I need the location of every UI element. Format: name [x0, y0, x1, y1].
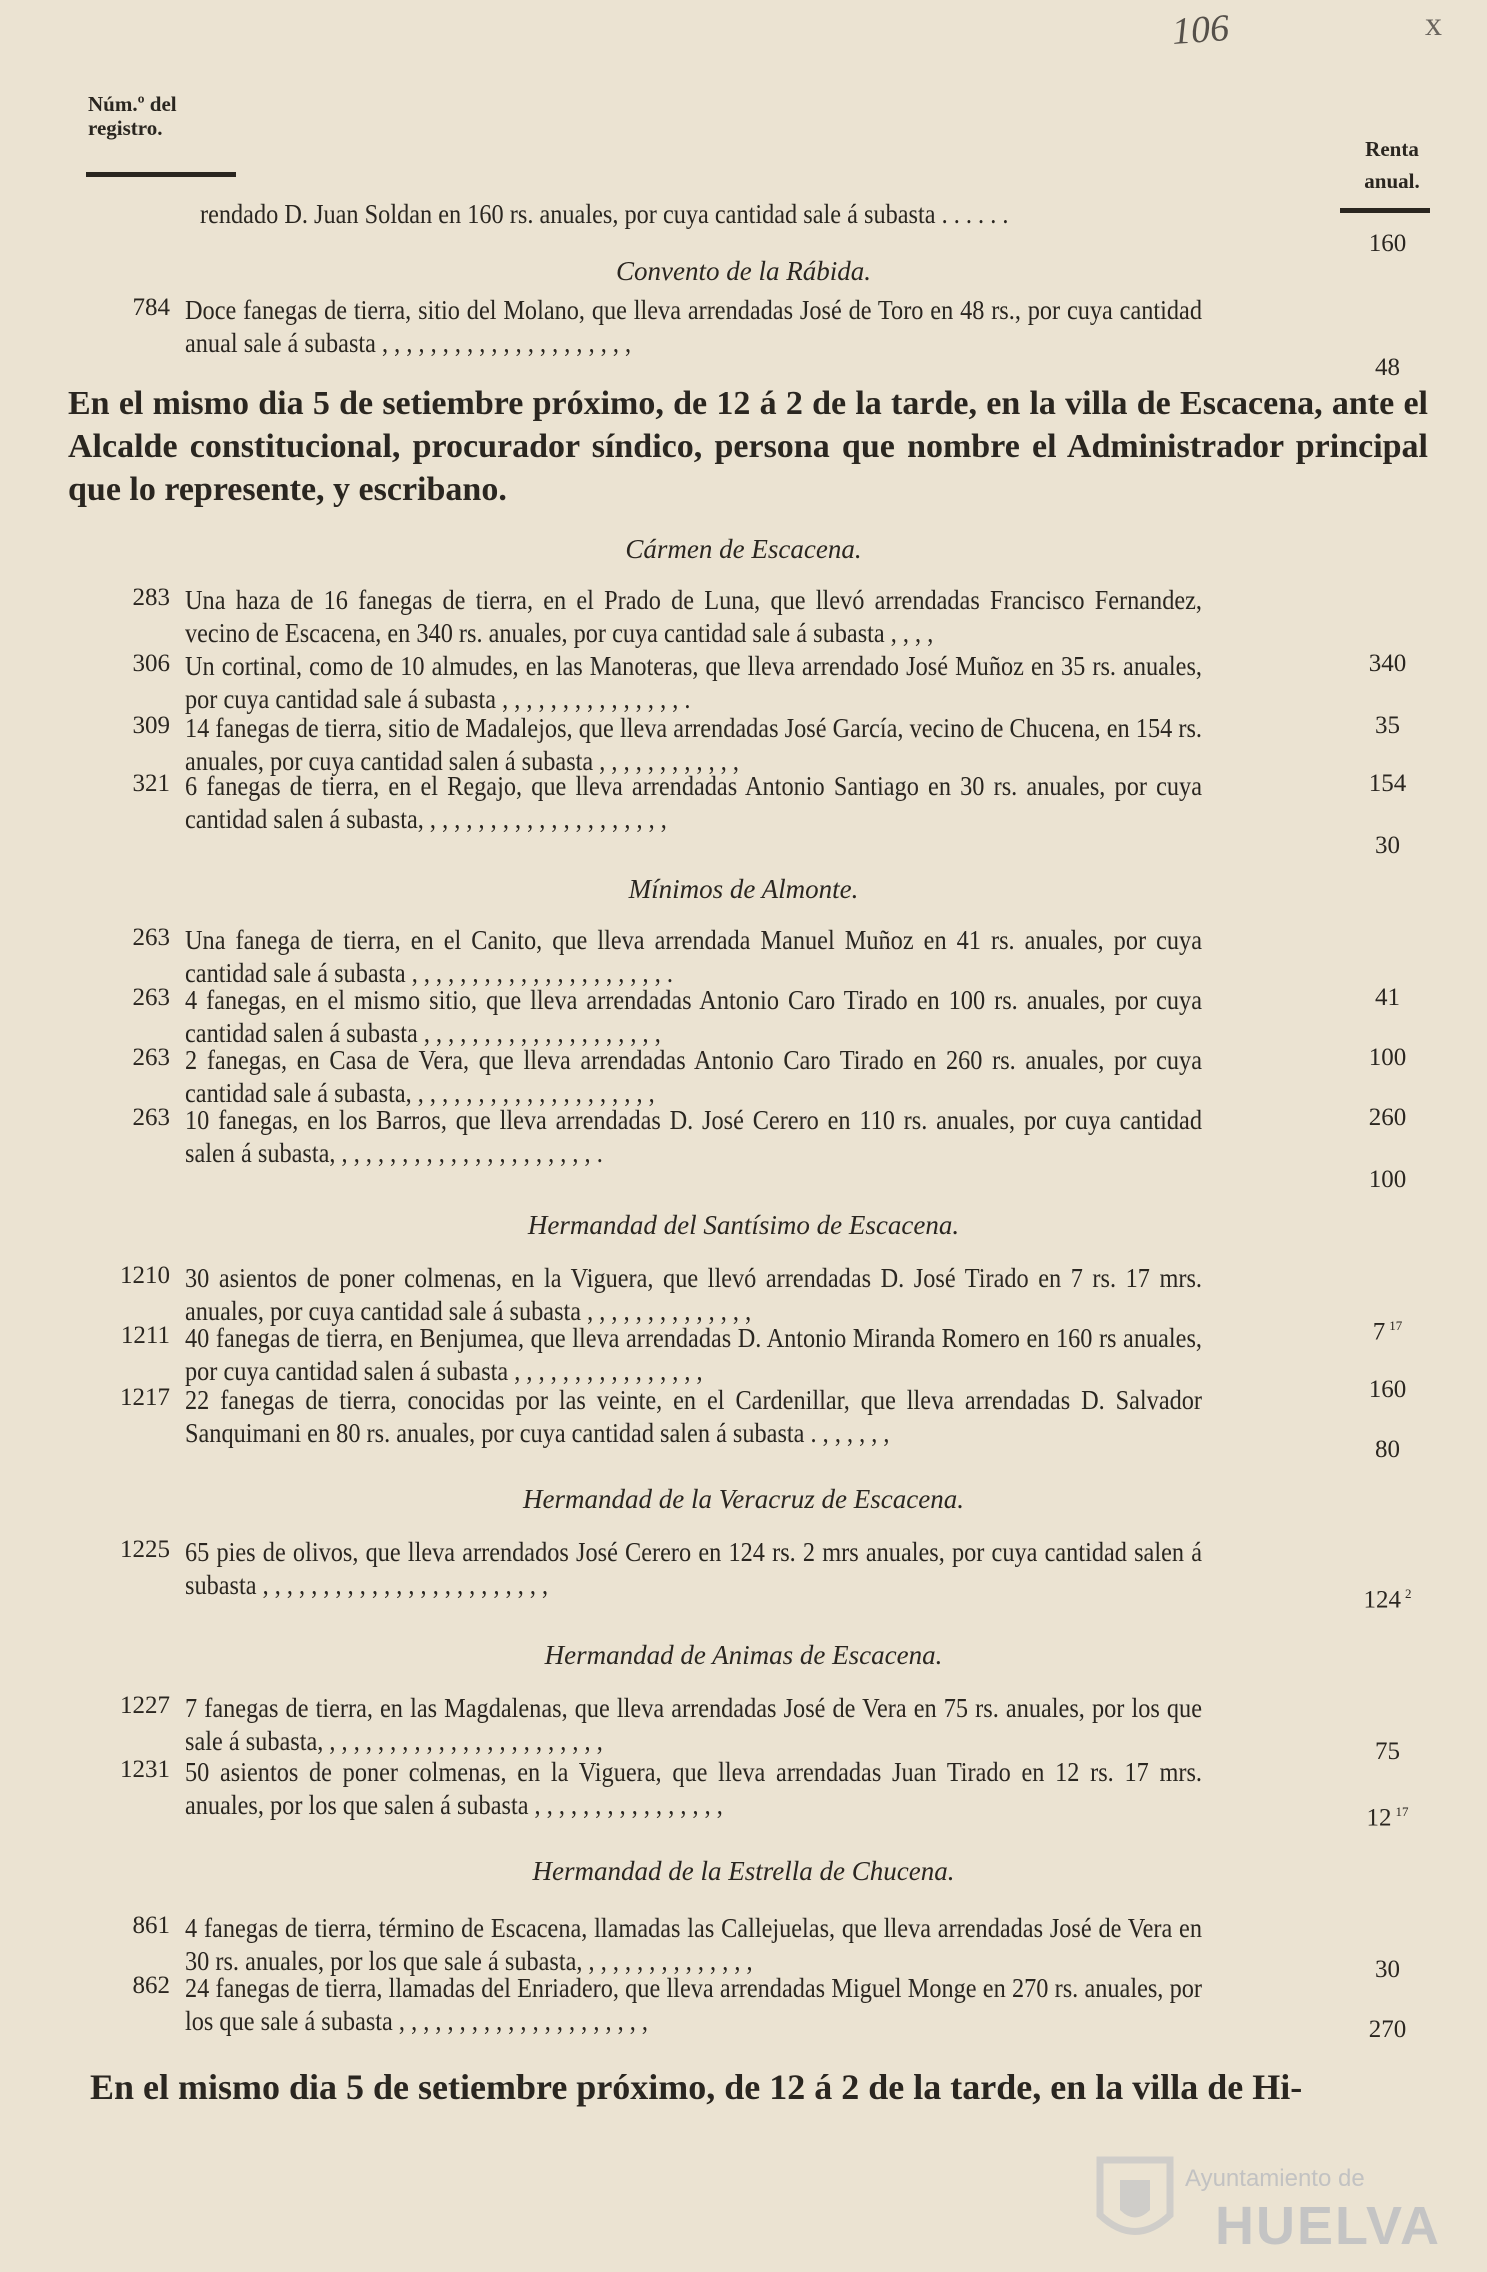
- entry-text: 30 asientos de poner colmenas, en la Viguera, que llevó arrendadas D. José Tirado en 7 rs. 17 mrs. anuales, por cuya cantidad sale á subasta , , , , , , , , , , , , , ,: [185, 1263, 1202, 1326]
- entry-number: 263: [132, 1104, 170, 1131]
- entry-number: 1227: [120, 1692, 170, 1719]
- folio-number: 106: [1170, 7, 1231, 53]
- section-heading: Hermandad de Animas de Escacena.: [544, 1640, 943, 1670]
- entry-text: 10 fanegas, en los Barros, que lleva arrendadas D. José Cerero en 110 rs. anuales, por cuya cantidad salen á subasta, , , , , , , , , , , , , , , , , , , , , , .: [185, 1105, 1202, 1168]
- section-heading: Mínimos de Almonte.: [628, 874, 859, 904]
- amount-maravedis: 17: [1395, 1804, 1409, 1819]
- entry-amount: 41: [1375, 984, 1400, 1011]
- handwritten-mark: x: [1425, 6, 1442, 43]
- entry-amount: 30: [1375, 832, 1400, 859]
- entry-number: 321: [132, 770, 170, 797]
- entry-number: 309: [132, 712, 170, 739]
- entry-number: 306: [132, 650, 170, 677]
- entry-text: rendado D. Juan Soldan en 160 rs. anuales, por cuya cantidad sale á subasta . . . . . .: [200, 199, 1009, 229]
- entry-amount: 100: [1368, 1044, 1407, 1071]
- entry-amount: 35: [1375, 712, 1400, 739]
- entry-amount: 340: [1368, 650, 1407, 677]
- header-right-line1: Renta: [1365, 137, 1419, 161]
- entry-number: 862: [132, 1972, 170, 1999]
- entry-number: 784: [132, 294, 170, 321]
- entry-text: Un cortinal, como de 10 almudes, en las Manoteras, que lleva arrendado José Muñoz en 35 rs. anuales, por cuya cantidad sale á subasta , , , , , , , , , , , , , , , .: [185, 651, 1202, 714]
- entry-text: Una haza de 16 fanegas de tierra, en el Prado de Luna, que llevó arrendadas Francisco Fernandez, vecino de Escacena, en 340 rs. anuales, por cuya cantidad sale á subasta , , , ,: [185, 585, 1202, 648]
- entry-number: 263: [132, 924, 170, 951]
- entry-text: Una fanega de tierra, en el Canito, que lleva arrendada Manuel Muñoz en 41 rs. anuales, por cuya cantidad sale á subasta , , , , , , , , , , , , , , , , , , , , , .: [185, 925, 1202, 988]
- entry-amount: 30: [1375, 1956, 1400, 1983]
- header-right-line2: anual.: [1364, 168, 1420, 193]
- entry-text: 22 fanegas de tierra, conocidas por las veinte, en el Cardenillar, que lleva arrendadas D. Salvador Sanquimani en 80 rs. anuales, por cuya cantidad salen á subasta . , , , , , ,: [185, 1385, 1202, 1448]
- entry-text: Doce fanegas de tierra, sitio del Molano, que lleva arrendadas José de Toro en 48 rs., por cuya cantidad anual sale á subasta , , , , , , , , , , , , , , , , , , , , ,: [185, 295, 1202, 358]
- entry-text: 2 fanegas, en Casa de Vera, que lleva arrendadas Antonio Caro Tirado en 260 rs. anuales, por cuya cantidad sale á subasta, , , , , , , , , , , , , , , , , , , , ,: [185, 1045, 1202, 1108]
- entry-amount: [1345, 1318, 1430, 1346]
- header-left-rule: [86, 172, 236, 177]
- entry-text: 24 fanegas de tierra, llamadas del Enriadero, que lleva arrendadas Miguel Monge en 270 rs. anuales, por los que sale á subasta , , , , , , , , , , , , , , , , , , , , ,: [185, 1973, 1202, 2036]
- header-registro: [88, 92, 177, 140]
- amount-maravedis: 17: [1389, 1318, 1403, 1333]
- entry-number: 263: [132, 984, 170, 1011]
- header-renta: [1352, 134, 1432, 197]
- entry-text: 65 pies de olivos, que lleva arrendados José Cerero en 124 rs. 2 mrs anuales, por cuya cantidad salen á subasta , , , , , , , , , , , , , , , , , , , , , , , ,: [185, 1537, 1202, 1600]
- entry-text: 50 asientos de poner colmenas, en la Viguera, que lleva arrendadas Juan Tirado en 12 rs. 17 mrs. anuales, por los que salen á subasta , , , , , , , , , , , , , , , ,: [185, 1757, 1202, 1820]
- entry-number: 263: [132, 1044, 170, 1071]
- entry-number: 861: [132, 1912, 170, 1939]
- section-heading: Cármen de Escacena.: [625, 534, 862, 564]
- auction-notice: En el mismo dia 5 de setiembre próximo, de 12 á 2 de la tarde, en la villa de Hi-: [90, 2067, 1303, 2107]
- section-heading: Convento de la Rábida.: [616, 256, 871, 286]
- entry-number: 1225: [120, 1536, 170, 1563]
- entry-text: 6 fanegas de tierra, en el Regajo, que lleva arrendadas Antonio Santiago en 30 rs. anuales, por cuya cantidad salen á subasta, , , , , , , , , , , , , , , , , , , , ,: [185, 771, 1202, 834]
- auction-notice: En el mismo dia 5 de setiembre próximo, de 12 á 2 de la tarde, en la villa de Escacena, ante el Alcalde constitucional, procurador síndico, persona que nombre el Administrador principal que lo represente, y escribano.: [68, 385, 1428, 508]
- entry-number: 1210: [120, 1262, 170, 1289]
- entry-number: 1211: [120, 1322, 170, 1349]
- entry-amount: [1345, 1804, 1430, 1832]
- entry-number: 283: [132, 584, 170, 611]
- watermark-line1: Ayuntamiento de: [1185, 2165, 1365, 2192]
- entry-text: 4 fanegas, en el mismo sitio, que lleva arrendadas Antonio Caro Tirado en 100 rs. anuales, por cuya cantidad salen á subasta , , , , , , , , , , , , , , , , , , , ,: [185, 985, 1202, 1048]
- entry-text: 7 fanegas de tierra, en las Magdalenas, que lleva arrendadas José de Vera en 75 rs. anuales, por los que sale á subasta, , , , , , , , , , , , , , , , , , , , , , , ,: [185, 1693, 1202, 1756]
- watermark-line2: HUELVA: [1215, 2196, 1441, 2256]
- header-left-line2: registro.: [88, 116, 163, 141]
- entry-text: 14 fanegas de tierra, sitio de Madalejos, que lleva arrendadas José García, vecino de Chucena, en 154 rs. anuales, por cuya cantidad salen á subasta , , , , , , , , , , , ,: [185, 713, 1202, 776]
- entry-amount: 270: [1368, 2016, 1407, 2043]
- entry-amount: 160: [1368, 1376, 1407, 1403]
- amount-value: 7: [1372, 1318, 1386, 1346]
- entry-number: 1231: [120, 1756, 170, 1783]
- amount-maravedis: 2: [1405, 1586, 1412, 1601]
- entry-amount: [1345, 1586, 1430, 1614]
- entry-amount: 80: [1375, 1436, 1400, 1463]
- header-left-line1: Núm.º del: [88, 92, 177, 116]
- entry-amount: 100: [1368, 1166, 1407, 1193]
- entry-amount: 48: [1375, 354, 1400, 381]
- amount-value: 124: [1363, 1586, 1401, 1614]
- section-heading: Hermandad de la Veracruz de Escacena.: [523, 1484, 964, 1514]
- header-right-rule: [1340, 208, 1430, 213]
- section-heading: Hermandad de la Estrella de Chucena.: [532, 1856, 955, 1886]
- section-heading: Hermandad del Santísimo de Escacena.: [527, 1210, 960, 1240]
- amount-value: 12: [1366, 1804, 1392, 1832]
- entry-amount: 260: [1368, 1104, 1407, 1131]
- entry-text: 40 fanegas de tierra, en Benjumea, que lleva arrendadas D. Antonio Miranda Romero en 160 rs anuales, por cuya cantidad salen á subasta , , , , , , , , , , , , , , , ,: [185, 1323, 1202, 1386]
- entry-text: 4 fanegas de tierra, término de Escacena, llamadas las Callejuelas, que lleva arrendadas José de Vera en 30 rs. anuales, por los que sale á subasta, , , , , , , , , , , , , , ,: [185, 1913, 1202, 1976]
- entry-amount: 75: [1375, 1738, 1400, 1765]
- entry-number: 1217: [120, 1384, 170, 1411]
- entry-amount: 154: [1368, 770, 1407, 797]
- entry-amount: 160: [1368, 230, 1407, 257]
